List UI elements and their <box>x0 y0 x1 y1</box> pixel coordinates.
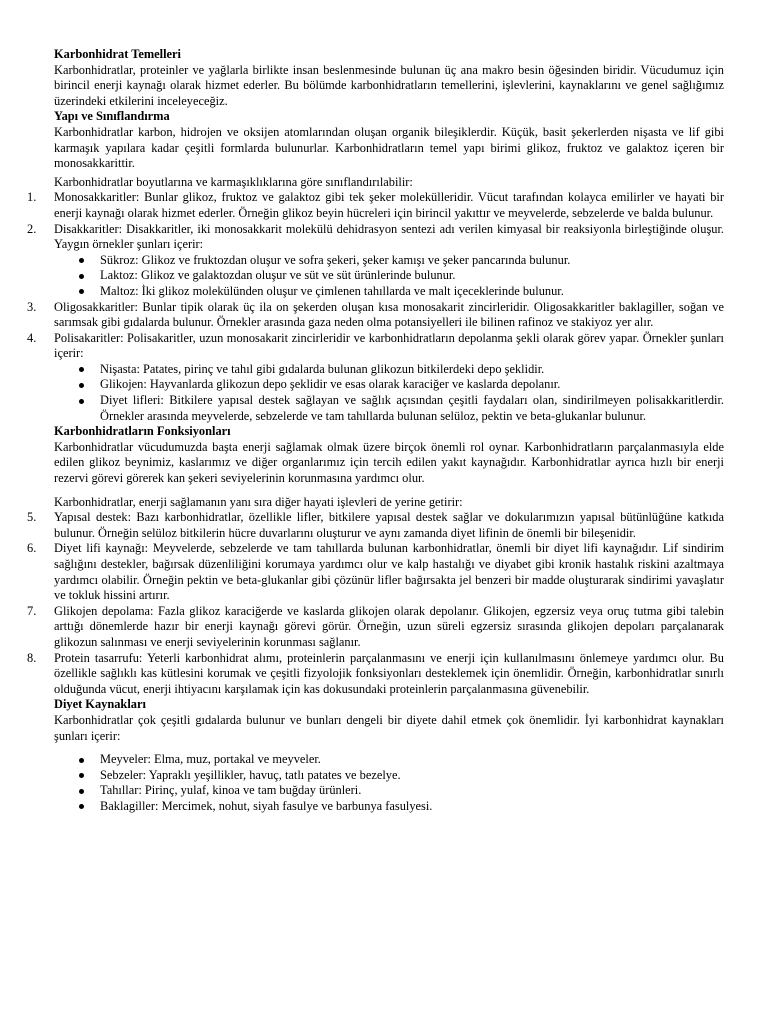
list-number: 6. <box>27 541 37 556</box>
bullet-item: Baklagiller: Mercimek, nohut, siyah fasulye ve barbunya fasulyesi. <box>100 799 724 815</box>
list-number: 1. <box>27 190 37 205</box>
list-number: 7. <box>27 603 37 618</box>
list-item <box>27 541 724 603</box>
list-number: 5. <box>27 510 37 525</box>
list-item <box>27 650 724 698</box>
bullet-item: Sebzeler: Yapraklı yeşillikler, havuç, tatlı patates ve bezelye. <box>100 768 724 784</box>
list-item-text: Diyet lifi kaynağı: Meyvelerde, sebzelerde ve tam tahıllarda bulunan karbonhidratlar, önemli bir diyet lifi kaynağıdır. Lif sindirim sağlığını destekler, bağırsak düzenliliğini korumaya yardımcı olur ve kalp hastalığı ve diyabet gibi kronik hastalık riskini azaltmaya yardımcı olabilir. Örneğin pektin ve beta-glukanlar gibi çözünür lifler bağırsakta jel benzeri bir madde oluşturarak sindirimi yavaşlatır ve tokluk hissini artırır. <box>54 541 724 603</box>
section-heading-functions: Karbonhidratların Fonksiyonları <box>54 424 231 439</box>
bullet-item: Laktoz: Glikoz ve galaktozdan oluşur ve süt ve süt ürünlerinde bulunur. <box>100 268 724 284</box>
intro-paragraph: Karbonhidratlar, proteinler ve yağlarla birlikte insan beslenmesinde bulunan üç ana makro besin öğesinden biridir. Vücudumuz için birincil enerji kaynağı olarak hizmet ederler. Bu bölümde karbonhidratların temellerini, işlevlerini, kaynaklarını ve genel sağlığımız üzerindeki etkilerini inceleyeceğiz. <box>54 62 724 108</box>
classification-intro: Karbonhidratlar boyutlarına ve karmaşıklıklarına göre sınıflandırılabilir: <box>54 174 413 189</box>
diet-sources-list <box>54 752 724 814</box>
list-item-text: Disakkaritler: Disakkaritler, iki monosakkarit molekülü dehidrasyon sentezi adı verilen kimyasal bir reaksiyonla birleştiğinde oluşur. Yaygın örnekler şunları içerir: <box>54 221 724 252</box>
list-item-text: Protein tasarrufu: Yeterli karbonhidrat alımı, proteinlerin parçalanmasını ve enerji için kullanılmasını önlemeye yardımcı olur. Bu özellikle sağlıklı kas kütlesini korumak ve çeşitli fizyolojik fonksiyonları desteklemek için önemlidir. Örneğin, karbonhidratlar sınırlı olduğunda vücut, enerji ihtiyacını karşılamak için kas dokusundaki proteinlerin parçalanmasına güvenebilir. <box>54 650 724 696</box>
list-item <box>27 603 724 651</box>
list-item <box>27 330 724 425</box>
list-item <box>27 190 724 221</box>
classification-list <box>27 190 724 424</box>
section-heading-structure: Yapı ve Sınıflandırma <box>54 109 170 124</box>
bullet-item: Maltoz: İki glikoz molekülünden oluşur ve çimlenen tahıllarda ve malt içeceklerinde bulunur. <box>100 284 724 300</box>
section-heading-sources: Diyet Kaynakları <box>54 697 146 712</box>
document-title: Karbonhidrat Temelleri <box>54 47 182 61</box>
bullet-item: Meyveler: Elma, muz, portakal ve meyveler. <box>100 752 724 768</box>
list-item-text: Oligosakkaritler: Bunlar tipik olarak üç ila on şekerden oluşan kısa monosakarit zincirleridir. Oligosakkaritler baklagiller, soğan ve sarımsak gibi gıdalarda bulunur. Örnekler arasında gaza neden olma potansiyelleri ile bilinen rafinoz ve stakiyoz yer alır. <box>54 299 724 330</box>
list-number: 8. <box>27 650 37 665</box>
bullet-item: Diyet lifleri: Bitkilere yapısal destek sağlayan ve sağlık açısından çeşitli faydaları olan, sindirilmeyen polisakkaritlerdir. Örnekler arasında meyvelerde, sebzelerde ve tam tahıllarda bulunan selüloz, pektin ve beta-glukanlar bulunur. <box>100 393 724 423</box>
disaccharide-sublist <box>54 253 724 300</box>
document-body <box>27 47 724 815</box>
structure-paragraph: Karbonhidratlar karbon, hidrojen ve oksijen atomlarından oluşan organik bileşiklerdir. Küçük, basit şekerlerden nişasta ve lif gibi karmaşık yapılara kadar çeşitli formlarda bulunurlar. Karbonhidratların temel yapı birimi glikoz, fruktoz ve galaktoz içeren bir monosakkarittir. <box>54 124 724 171</box>
list-number: 2. <box>27 221 37 236</box>
bullet-item: Nişasta: Patates, pirinç ve tahıl gibi gıdalarda bulunan glikozun bitkilerdeki depo şeklidir. <box>100 362 724 378</box>
functions-list <box>27 510 724 697</box>
bullet-item: Glikojen: Hayvanlarda glikozun depo şeklidir ve esas olarak karaciğer ve kaslarda depolanır. <box>100 377 724 393</box>
list-item-text: Yapısal destek: Bazı karbonhidratlar, özellikle lifler, bitkilere yapısal destek sağlar ve dokularımızın yapısal bütünlüğüne katkıda bulunur. Örneğin selüloz bitkilerin hücre duvarlarını oluşturur ve aynı zamanda diyet lifinin de önemli bir bileşenidir. <box>54 510 724 540</box>
list-item-text: Monosakkaritler: Bunlar glikoz, fruktoz ve galaktoz gibi tek şeker molekülleridir. Vücut tarafından kolayca emilirler ve hayati bir enerji kaynağı olarak hizmet ederler. Örneğin glikoz beyin hücreleri için birincil yakıttır ve meyvelerde, sebzelerde ve balda bulunur. <box>54 190 724 220</box>
list-item <box>27 299 724 331</box>
list-item-text: Polisakaritler: Polisakaritler, uzun monosakarit zincirleridir ve karbonhidratların depolanma şekli olarak görev yapar. Örnekler şunları içerir: <box>54 330 724 361</box>
polysaccharide-sublist <box>54 362 724 424</box>
sources-paragraph: Karbonhidratlar çok çeşitli gıdalarda bulunur ve bunları dengeli bir diyete dahil etmek çok önemlidir. İyi karbonhidrat kaynakları şunları içerir: <box>54 712 724 743</box>
functions-paragraph: Karbonhidratlar vücudumuzda başta enerji sağlamak olmak üzere birçok önemli rol oynar. Karbonhidratların parçalanmasıyla elde edilen glikoz beynimiz, kaslarımız ve diğer organlarımız için tercih edilen yakıt kaynağıdır. Karbonhidratlar ayrıca hızlı bir enerji rezervi görevi görerek kan şekeri seviyelerinin korunmasına yardımcı olur. <box>54 439 724 486</box>
bullet-item: Tahıllar: Pirinç, yulaf, kinoa ve tam buğday ürünleri. <box>100 783 724 799</box>
list-item <box>27 510 724 541</box>
list-number: 3. <box>27 299 37 314</box>
functions-intro: Karbonhidratlar, enerji sağlamanın yanı sıra diğer hayati işlevleri de yerine getirir: <box>54 494 463 509</box>
bullet-item: Sükroz: Glikoz ve fruktozdan oluşur ve sofra şekeri, şeker kamışı ve şeker pancarında bulunur. <box>100 253 724 269</box>
list-number: 4. <box>27 330 37 345</box>
list-item <box>27 221 724 300</box>
list-item-text: Glikojen depolama: Fazla glikoz karaciğerde ve kaslarda glikojen olarak depolanır. Glikojen, egzersiz veya oruç tutma gibi talebin arttığı dönemlerde hazır bir enerji kaynağı görevi görür. Örneğin, uzun süreli egzersiz sırasında glikojen depoları parçalanarak glikozun salınması ve enerji seviyelerinin korunması sağlanır. <box>54 603 724 649</box>
